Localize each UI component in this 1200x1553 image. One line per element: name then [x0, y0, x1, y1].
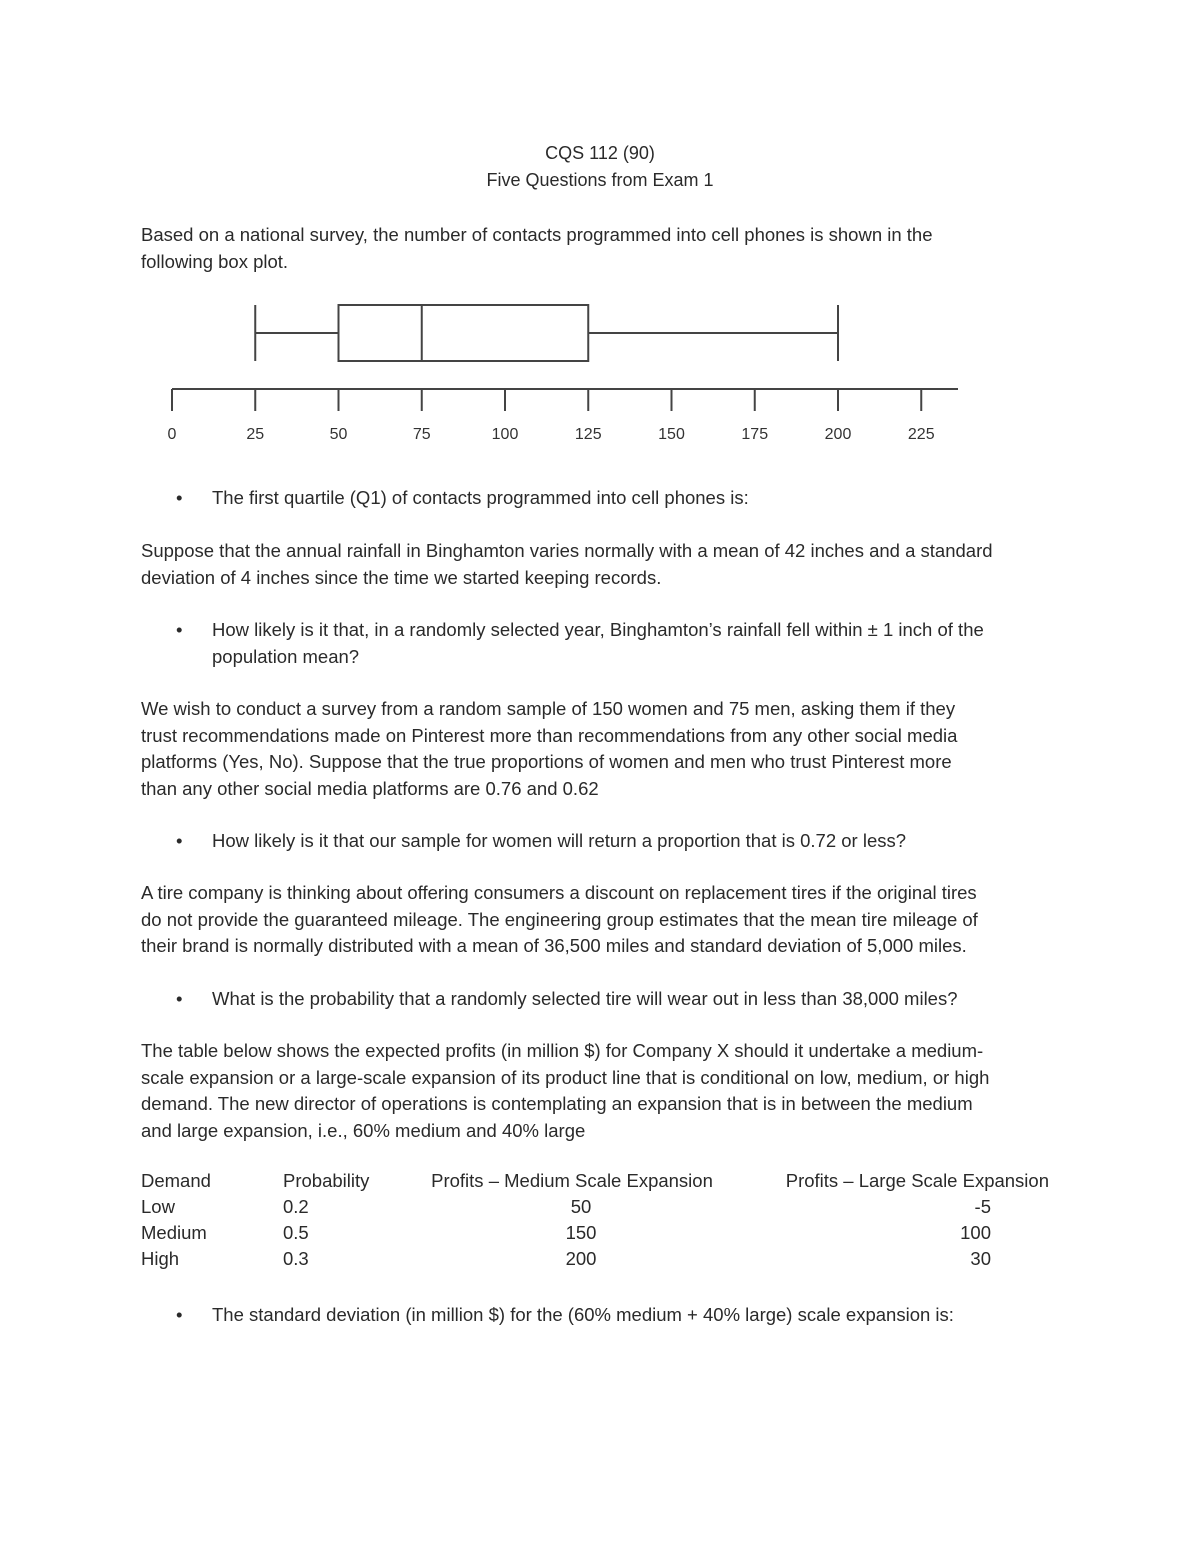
table-header-row: [141, 1170, 1056, 1196]
bullet-icon: •: [176, 487, 183, 508]
q2-question-line: How likely is it that, in a randomly selected year, Binghamton’s rainfall fell within ± 1 inch of the: [212, 619, 984, 640]
table-row: [141, 1222, 1056, 1248]
table-cell: Medium: [141, 1222, 207, 1243]
q2-question-line: population mean?: [212, 645, 360, 667]
table-cell: High: [141, 1248, 180, 1269]
bullet-icon: •: [176, 988, 183, 1009]
q4-intro-line: their brand is normally distributed with a mean of 36,500 miles and standard deviation of 5,000 miles.: [141, 935, 967, 956]
table-header: Demand: [141, 1170, 211, 1191]
table-row: [141, 1196, 1056, 1222]
table-cell: Low: [141, 1196, 175, 1217]
table-cell: 0.2: [283, 1196, 309, 1217]
q5-intro-line: demand. The new director of operations is contemplating an expansion that is in between the medium: [141, 1093, 973, 1114]
q3-intro-line: than any other social media platforms are 0.76 and 0.62: [141, 777, 599, 799]
table-cell: 200: [565, 1248, 597, 1269]
x-tick-label: 125: [574, 426, 602, 443]
q3-intro-line: trust recommendations made on Pinterest more than recommendations from any other social media: [141, 724, 958, 746]
table-cell: 0.3: [283, 1248, 309, 1269]
x-tick-label: 0: [167, 426, 177, 443]
q1-intro-line: Based on a national survey, the number of contacts programmed into cell phones is shown in the: [141, 224, 933, 245]
table-header: Profits – Large Scale Expansion: [785, 1170, 1049, 1191]
q1-question: The first quartile (Q1) of contacts programmed into cell phones is:: [212, 487, 749, 508]
q4-question: What is the probability that a randomly selected tire will wear out in less than 38,000 miles?: [212, 988, 958, 1009]
x-tick-label: 200: [824, 426, 852, 443]
q3-intro-line: We wish to conduct a survey from a random sample of 150 women and 75 men, asking them if they: [141, 698, 956, 719]
q2-intro-line: Suppose that the annual rainfall in Binghamton varies normally with a mean of 42 inches and a standard: [141, 540, 993, 561]
course-title: CQS 112 (90): [545, 143, 655, 163]
q5-intro: [141, 1038, 1056, 1144]
x-tick-label: 150: [658, 426, 685, 443]
bullet-icon: •: [176, 830, 183, 851]
bullet-icon: •: [176, 619, 183, 640]
q5-intro-line: scale expansion or a large-scale expansion of its product line that is conditional on low, medium, or high: [141, 1066, 990, 1088]
box-plot-chart: [150, 295, 980, 455]
q1-intro-line: following box plot.: [141, 250, 289, 272]
q2-intro-line: deviation of 4 inches since the time we started keeping records.: [141, 566, 662, 588]
q5-intro-line: The table below shows the expected profits (in million $) for Company X should it undertake a medium-: [141, 1040, 984, 1061]
q5-question: The standard deviation (in million $) for the (60% medium + 40% large) scale expansion is:: [212, 1304, 954, 1325]
table-cell: 30: [970, 1248, 991, 1269]
table-row: [141, 1248, 1056, 1274]
table-header: Probability: [283, 1170, 370, 1191]
q3-intro: [141, 696, 1056, 802]
q3-intro-line: platforms (Yes, No). Suppose that the true proportions of women and men who trust Pinterest more: [141, 751, 952, 772]
q4-intro-line: do not provide the guaranteed mileage. The engineering group estimates that the mean tire mileage of: [141, 908, 978, 930]
x-tick-label: 50: [329, 426, 348, 443]
table-cell: -5: [974, 1196, 991, 1217]
table-cell: 150: [565, 1222, 597, 1243]
table-cell: 100: [960, 1222, 991, 1243]
q3-question: How likely is it that our sample for women will return a proportion that is 0.72 or less?: [212, 830, 907, 851]
x-tick-label: 100: [491, 426, 519, 443]
table-cell: 0.5: [283, 1222, 309, 1243]
box-iqr: [339, 305, 589, 361]
page-subtitle: Five Questions from Exam 1: [486, 170, 714, 190]
x-tick-label: 75: [412, 426, 431, 443]
x-tick-label: 225: [907, 426, 935, 443]
q2-intro: [141, 538, 1056, 591]
q4-intro-line: A tire company is thinking about offering consumers a discount on replacement tires if the original tires: [141, 882, 977, 903]
q1-intro: [141, 222, 1056, 275]
x-tick-label: 25: [246, 426, 265, 443]
table-header: Profits – Medium Scale Expansion: [431, 1170, 713, 1191]
q4-intro: [141, 880, 1056, 960]
table-cell: 50: [570, 1196, 592, 1217]
bullet-icon: •: [176, 1304, 183, 1325]
q5-intro-line: and large expansion, i.e., 60% medium and 40% large: [141, 1119, 586, 1141]
x-tick-label: 175: [741, 426, 769, 443]
